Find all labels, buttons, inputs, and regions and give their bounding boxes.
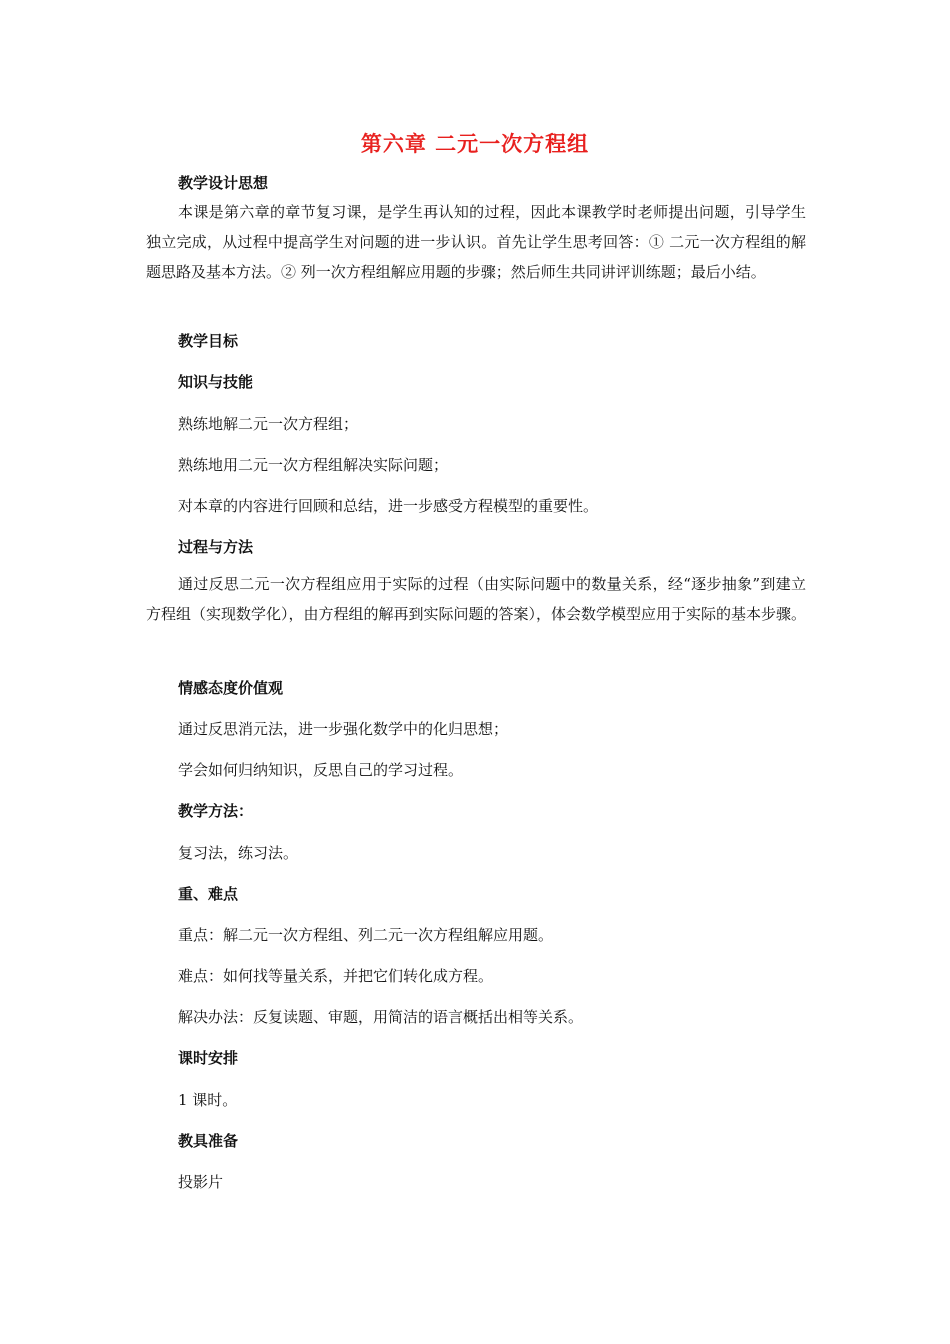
knowledge-item: 对本章的内容进行回顾和总结，进一步感受方程模型的重要性。 [178,497,599,515]
attitude-item: 学会如何归纳知识，反思自己的学习过程。 [178,761,464,779]
key-item: 难点：如何找等量关系，并把它们转化成方程。 [178,967,494,985]
knowledge-item: 熟练地用二元一次方程组解决实际问题； [178,456,449,474]
document-title: 第六章 二元一次方程组 [360,132,590,156]
knowledge-item: 熟练地解二元一次方程组； [178,415,359,433]
method-text: 复习法，练习法。 [178,844,299,862]
key-item: 解决办法：反复读题、审题，用简洁的语言概括出相等关系。 [178,1008,584,1026]
knowledge-heading: 知识与技能 [178,373,254,391]
design-paragraph: 本课是第六章的章节复习课，是学生再认知的过程，因此本课教学时老师提出问题，引导学生独立完成，从过程中提高学生对问题的进一步认识。首先让学生思考回答：① 二元一次方程组的解题思路及基本方法。② 列一次方程组解应用题的步骤；然后师生共同讲评训练题；最后小结。 [146,203,806,281]
schedule-text: 1 课时。 [178,1091,238,1109]
tools-text: 投影片 [178,1173,224,1191]
process-heading: 过程与方法 [178,538,254,556]
design-heading: 教学设计思想 [178,174,269,192]
tools-heading: 教具准备 [178,1132,239,1150]
key-heading: 重、难点 [178,885,239,903]
key-item: 重点：解二元一次方程组、列二元一次方程组解应用题。 [178,926,554,944]
goals-heading: 教学目标 [178,332,239,350]
schedule-heading: 课时安排 [178,1049,239,1067]
attitude-heading: 情感态度价值观 [178,679,284,697]
attitude-item: 通过反思消元法，进一步强化数学中的化归思想； [178,720,509,738]
process-paragraph: 通过反思二元一次方程组应用于实际的过程（由实际问题中的数量关系，经“逐步抽象”到建立方程组（实现数学化），由方程组的解再到实际问题的答案），体会数学模型应用于实际的基本步骤。 [146,575,807,623]
method-heading: 教学方法： [178,802,254,820]
